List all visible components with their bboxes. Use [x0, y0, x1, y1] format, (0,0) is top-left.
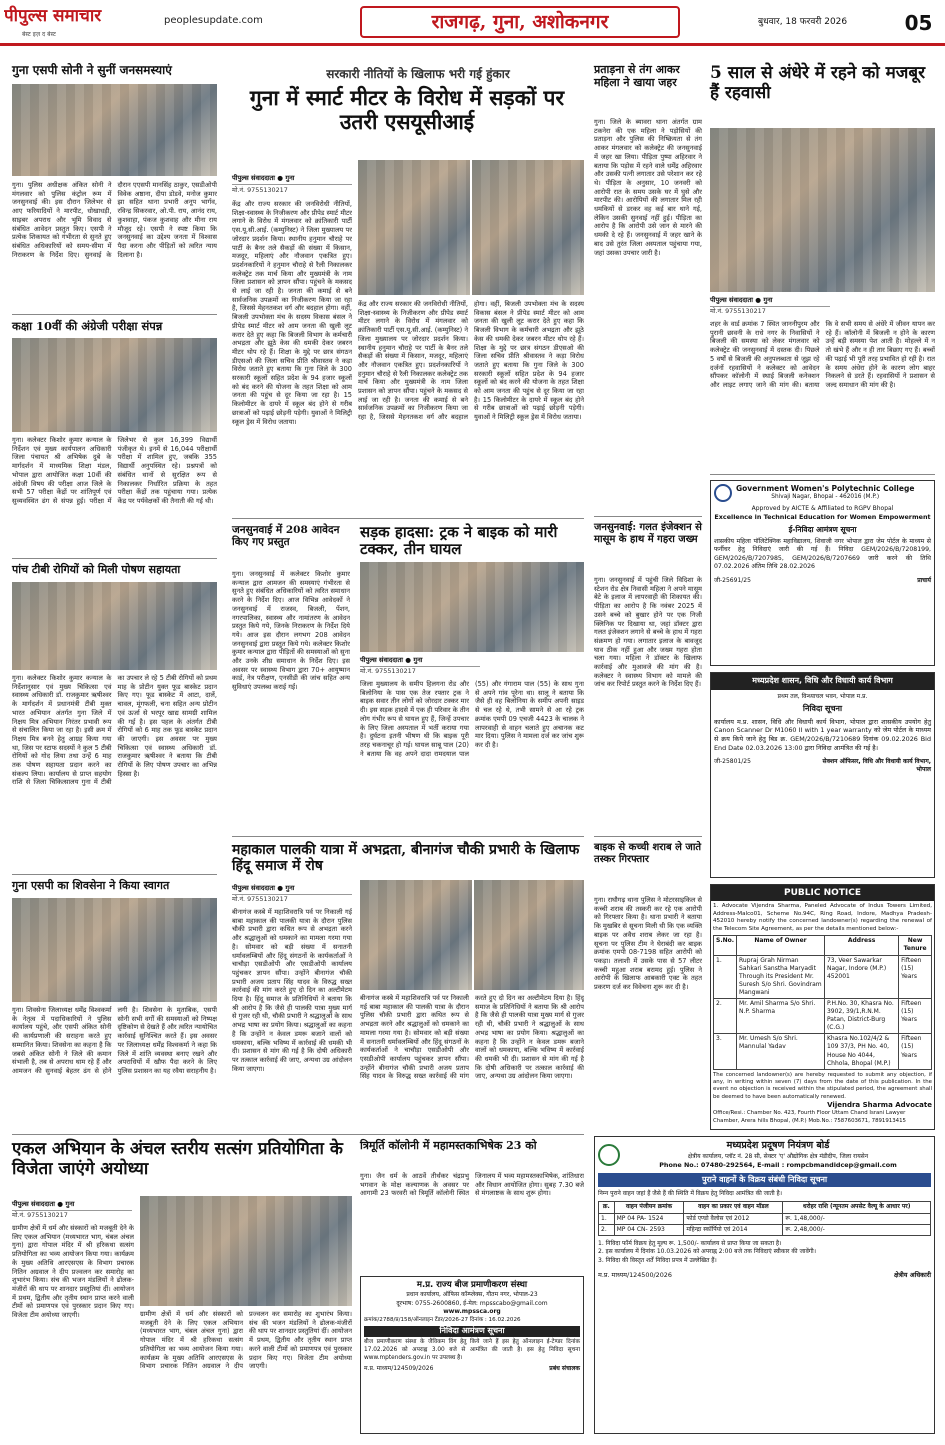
s7-byline: पीपुल्स संवाददाता ● गुना — [360, 656, 480, 667]
pollution-vehicle-table-row — [599, 1224, 931, 1235]
seed-ad-bar: निविदा आमंत्रण सूचना — [364, 1326, 580, 1337]
pollution-vehicle-table-cell: MP 04 PA- 1524 — [614, 1213, 684, 1224]
public-notice-table-cell: P.H.No. 30, Khasra No. 3902, 39/1,R.N.M. Patan, District-Burg (C.G.) — [824, 998, 898, 1033]
s12-photo — [710, 128, 935, 292]
public-notice-office: Office/Resi.: Chamber No. 423, Fourth Floor Uttam Chand Israni Lawyer Chamber, Arera hills Bhopal, (M.P.) Mob.No.: 7587603671, 7891913415 — [713, 1110, 906, 1124]
s7-mobile: मो.नं. 9755130217 — [360, 667, 416, 675]
pollution-vehicle-table — [598, 1201, 931, 1235]
public-notice-table-cell: Mr. Umesh S/o Shri. Mannulal Yadav — [737, 1034, 825, 1069]
public-notice-table-header: New Tenure — [899, 936, 932, 955]
divider — [12, 314, 217, 315]
college-ad-address: Shivaji Nagar, Bhopal - 462016 (M.P.) — [771, 494, 880, 501]
issue-date: बुधवार, 18 फरवरी 2026 — [758, 17, 848, 27]
pollution-vehicle-table-cell: 2. — [599, 1224, 615, 1235]
s5-photo-protest-2 — [472, 160, 584, 295]
college-tender-ad — [710, 480, 935, 666]
seed-ad-sub: प्रधान कार्यालय, ऑफिस कॉम्प्लेक्स, गौतम नगर, भोपाल-23 — [406, 1291, 538, 1299]
college-ad-notice: ई-निविदा आमंत्रण सूचना — [788, 524, 857, 534]
public-notice-table-header: Name of Owner — [737, 936, 825, 955]
divider — [594, 836, 702, 837]
pollution-vehicle-table-cell: MP 04 CN- 2593 — [614, 1224, 684, 1235]
public-notice-table-cell: Fifteen (15) Years — [899, 998, 932, 1033]
s3-photo — [12, 582, 217, 670]
college-ad-body: शासकीय महिला पॉलिटेक्निक महाविद्यालय, शिवाजी नगर भोपाल द्वारा जेम पोर्टल के माध्यम से फर्नीचर हेतु निविदाएं जारी की गई हैं। निविदा GEM/2026/B/7208199, GEM/2026/B/7207985, GEM/2026/B/7207669 जारी करने की तिथि 07.02.2026 अंतिम तिथि 28.02.2026 — [714, 537, 931, 570]
s7-photo — [360, 562, 584, 652]
pollution-vehicle-table-header: वाहन का प्रकार एवं वाहन मॉडल — [684, 1202, 783, 1213]
s8-byline: पीपुल्स संवाददाता ● गुना — [232, 884, 352, 895]
pollution-ad-intro: निम्न पुराने वाहन जहां हैं जैसे हैं की स्थिति में विक्रय हेतु निविदा आमंत्रित की जाती है। — [598, 1190, 783, 1198]
pollution-vehicle-table-header: धरोहर राशि (न्यूनतम अपसेट वैल्यू के आधार पर) — [783, 1202, 931, 1213]
public-notice-table-cell: Fifteen (15) Years — [899, 955, 932, 998]
public-notice-foot: The concerned landowner(s) are hereby requested to submit any objection, if any, in writing within seven (7) days from the date of this publication. In the event no objection is received within the stipulated period, the agreement shall be deemed to have been automatically renewed. — [713, 1071, 932, 1100]
pollution-ad-point: 3. निविदा की विस्तृत शर्तें निविदा प्रपत्र में उल्लेखित हैं। — [598, 1256, 717, 1264]
s9-body: गुना। जिले के ब्यावरा थाना अंतर्गत ग्राम टकनेरा की एक महिला ने पड़ोसियों की प्रताड़ना और पुलिस की निष्क्रियता से तंग आकर मंगलवार को कलेक्ट्रेट की जनसुनवाई में जहर खा लिया। पीड़िता पुष्पा अहिरवार ने बताया कि पड़ोस में रहने वाले धर्मेंद्र अहिरवार और उसकी पत्नी लगातार उसे परेशान कर रहे थे। पीड़िता के अनुसार, 10 जनवरी को आरोपी रात के समय उसके घर में घुसे और मारपीट की। आरोपियों की लगातार मिल रही धमकियों से डरकर वह कई बार थाने गई, लेकिन उसकी सुनवाई नहीं हुई। पीड़िता का आरोप है कि आरोपी उसे जान से मारने की धमकी दे रहे हैं। जनसुनवाई में जहर खाने के बाद उसे तुरंत जिला अस्पताल पहुंचाया गया, जहां उसका उपचार जारी है। — [594, 118, 702, 257]
s5-body: केंद्र और राज्य सरकार की जनविरोधी नीतियों, शिक्षा-स्वास्थ्य के निजीकरण और प्रीपेड स्मार्ट मीटर लगाने के विरोध में मंगलवार को क्रांतिकारी पार्टी एस.यू.सी.आई. (कम्युनिस्ट) ने जिला मुख्यालय पर जोरदार प्रदर्शन किया। स्थानीय हनुमान चौराहे पर पार्टी के बैनर तले सैकड़ों की संख्या में किसान, मजदूर, महिलाएं और नौजवान एकत्रित हुए। प्रदर्शनकारियों ने हनुमान चौराहे से रैली निकालकर कलेक्ट्रेट तक मार्च किया और मुख्यमंत्री के नाम जिला प्रशासन को ज्ञापन सौंपा। पहुंचने के मकसद से लाई जा रही है। जनता की कमाई से बने सार्वजनिक उपक्रमों का निजीकरण किया जा रहा है, जिससे मेहनतकश वर्ग और बदहाल होगा। वहीं, बिजली उपभोक्ता मंच के सदस्य विकास बंसल ने प्रीपेड स्मार्ट मीटर को आम जनता की खुली लूट करार देते हुए कहा कि बिजली विभाग के कर्मचारी अभद्रता और झूठे केस की धमकी देकर जबरन मीटर थोप रहे हैं। शिक्षा के मुद्दे पर छात्र संगठन डीएसओ की जिला सचिव प्रीति श्रीवास्तव ने कड़ा विरोध जताते हुए बताया कि गुना जिले के 300 सरकारी स्कूलों सहित प्रदेश के 94 हजार स्कूलों को बंद करने की योजना के तहत शिक्षा को आम जनता की पहुंच से दूर किया जा रहा है। 15 किलोमीटर के दायरे में स्कूल बंद होने से गरीब छात्राओं को पढ़ाई छोड़नी पड़ेगी। युवाओं ने मिलिट्री स्कूल ड्रेस में विरोध जताया। — [232, 200, 352, 426]
law-dept-tender-ad — [710, 672, 935, 878]
s8-body-cont: बीनागंज कस्बे में महाशिवरात्रि पर्व पर निकाली गई बाबा महाकाल की पालकी यात्रा के दौरान पुलिस चौकी प्रभारी द्वारा कथित रूप से अभद्रता करने और श्रद्धालुओं को धमकाने का मामला गरमा गया है। सोमवार को बड़ी संख्या में सनातनी धर्मावलम्बियों और हिंदू संगठनों के कार्यकर्ताओं ने चाचौड़ा एसडीओपी और एसडीओपी कार्यालय पहुंचकर ज्ञापन सौंपा। उन्होंने बीनागंज चौकी प्रभारी अजय प्रताप सिंह यादव के विरुद्ध सख्त कार्रवाई की मांग करते हुए दो दिन का अल्टीमेटम दिया है। हिंदू समाज के प्रतिनिधियों ने बताया कि श्री आरोप है कि जैसे ही पालकी यात्रा मुख्य मार्ग से गुजर रही थी, चौकी प्रभारी ने श्रद्धालुओं के साथ अभद्र भाषा का प्रयोग किया। श्रद्धालुओं का कहना है कि उन्होंने न केवल डमरू बजाने वालों को धमकाया, बल्कि भविष्य में कार्रवाई की धमकी भी दी। प्रशासन से मांग की गई है कि दोषी अधिकारी पर तत्काल कार्रवाई की जाए, अन्यथा उग्र आंदोलन किया जाएगा। — [360, 994, 584, 1081]
college-logo-icon — [714, 484, 732, 502]
s2-photo — [12, 338, 217, 432]
s13-body-cont: ग्रामीण क्षेत्रों में धर्म और संस्कारों को मजबूती देने के लिए एकल अभियान (मध्यभारत भाग, चंबल अंचल गुना) द्वारा गोपाल मंदिर में श्री हरिकथा सत्संग प्रतियोगिता का भव्य आयोजन किया गया। कार्यक्रम के मुख्य अतिथि आरएसएस के विभाग प्रचारक नितिन अग्रवाल ने दीप प्रज्वलन कर समारोह का शुभारंभ किया। संच की भजन मंडलियों ने ढोलक-मंजीरों की थाप पर शानदार प्रस्तुतियां दीं। आयोजन में प्रथम, द्वितीय और तृतीय स्थान प्राप्त करने वाली टीमों को प्रमाणपत्र एवं पुरस्कार प्रदान किए गए। विजेता टीम अयोध्या जाएगी। — [140, 1310, 352, 1371]
s5-body-cont: केंद्र और राज्य सरकार की जनविरोधी नीतियों, शिक्षा-स्वास्थ्य के निजीकरण और प्रीपेड स्मार्ट मीटर लगाने के विरोध में मंगलवार को क्रांतिकारी पार्टी एस.यू.सी.आई. (कम्युनिस्ट) ने जिला मुख्यालय पर जोरदार प्रदर्शन किया। स्थानीय हनुमान चौराहे पर पार्टी के बैनर तले सैकड़ों की संख्या में किसान, मजदूर, महिलाएं और नौजवान एकत्रित हुए। प्रदर्शनकारियों ने हनुमान चौराहे से रैली निकालकर कलेक्ट्रेट तक मार्च किया और मुख्यमंत्री के नाम जिला प्रशासन को ज्ञापन सौंपा। पहुंचने के मकसद से लाई जा रही है। जनता की कमाई से बने सार्वजनिक उपक्रमों का निजीकरण किया जा रहा है, जिससे मेहनतकश वर्ग और बदहाल होगा। वहीं, बिजली उपभोक्ता मंच के सदस्य विकास बंसल ने प्रीपेड स्मार्ट मीटर को आम जनता की खुली लूट करार देते हुए कहा कि बिजली विभाग के कर्मचारी अभद्रता और झूठे केस की धमकी देकर जबरन मीटर थोप रहे हैं। शिक्षा के मुद्दे पर छात्र संगठन डीएसओ की जिला सचिव प्रीति श्रीवास्तव ने कड़ा विरोध जताते हुए बताया कि गुना जिले के 300 सरकारी स्कूलों सहित प्रदेश के 94 हजार स्कूलों को बंद करने की योजना के तहत शिक्षा को आम जनता की पहुंच से दूर किया जा रहा है। 15 किलोमीटर के दायरे में स्कूल बंद होने से गरीब छात्राओं को पढ़ाई छोड़नी पड़ेगी। युवाओं ने मिलिट्री स्कूल ड्रेस में विरोध जताया। — [358, 300, 584, 422]
divider — [12, 874, 217, 875]
law-ad-dept: मध्यप्रदेश शासन, विधि और विधायी कार्य विभाग — [711, 673, 934, 690]
divider — [232, 836, 584, 837]
pollution-vehicle-table-header: क्र. — [599, 1202, 615, 1213]
public-notice-table-row — [714, 1034, 932, 1069]
s13-headline: एकल अभियान के अंचल स्तरीय सत्संग प्रतियोगिता के विजेता जाएंगे अयोध्या — [12, 1139, 343, 1179]
seed-ad-sign: प्रबंध संचालक — [549, 1364, 580, 1372]
public-notice-title: PUBLIC NOTICE — [711, 885, 934, 901]
s7-body: जिला मुख्यालय के समीप हिलगना रोड और बिलोनिया के पास एक तेज रफ्तार ट्रक ने बाइक सवार तीन लोगों को जोरदार टक्कर मार दी। इस सड़क हादसे में एक ही परिवार के तीन लोग गंभीर रूप से घायल हुए हैं, जिन्हें उपचार के लिए जिला अस्पताल में भर्ती कराया गया है। दुर्घटना इतनी भीषण थी कि बाइक पूरी तरह चकनाचूर हो गई। घायल साबू पाल (20) ने बताया कि वह अपने दादा रामदयाल पाल (55) और गंगाराम पाल (55) के साथ गुना से अपने गांव पूरेना था। सालू ने बताया कि जैसे ही वह बिलोनिया के समीप अपनी साइड से चल रहे थे, तभी सामने से आ रहे ट्रक क्रमांक एमपी 09 एचजी 4423 के चालक ने लापरवाही से वाहन चलाते हुए अचानक कट मार दिया। पुलिस ने मामला दर्ज कर जांच शुरू कर दी है। — [360, 680, 584, 758]
college-ad-tagline: Excellence in Technical Education for Women Empowerment — [714, 513, 931, 522]
public-notice-table-row — [714, 955, 932, 998]
pollution-vehicle-table-cell: 1. — [599, 1213, 615, 1224]
law-ad-body: कार्यालय म.प्र. शासन, विधि और विधायी कार्य विभाग, भोपाल द्वारा शासकीय उपयोग हेतु Canon Scanner Dr M1060 II with 1 year warranty को जेम पोर्टल के माध्यम से क्रय किये जाने हेतु बिड क्र. GEM/2026/B/7210689 दिनांक 09.02.2026 Bid End Date 02.03.2026 13:00 द्वारा निविदा आमंत्रित की गई है। — [714, 717, 931, 752]
pollution-ad-contact: Phone No.: 07480-292564, E-mail : rompcbmandidcep@gmail.com — [659, 1160, 897, 1169]
pollution-ad-ref: म.प्र. माध्यम/124500/2026 — [598, 1270, 672, 1279]
pollution-ad-sign: क्षेत्रीय अधिकारी — [894, 1270, 931, 1279]
pollution-ad-bar: पुराने वाहनों के विक्रय संबंधी निविदा सूचना — [598, 1173, 931, 1188]
masthead-tagline: बेस्ट इज़ द बेस्ट — [22, 31, 56, 38]
masthead-logo: पीपुल्स समाचार — [4, 6, 102, 26]
site-link[interactable]: peoplesupdate.com — [164, 15, 263, 26]
s8-photo-1 — [360, 880, 472, 990]
seed-ad-contact: दूरभाष: 0755-2600860, ई-मेल: mpsscabo@gmail.com — [396, 1299, 548, 1307]
s6-body: गुना। जनसुनवाई में कलेक्टर किशोर कुमार कन्याल द्वारा आमजन की समस्याएं गंभीरता से सुनते हुए संबंधित अधिकारियों को त्वरित समाधान करने के निर्देश दिए। आज विभिन्न आवेदकों ने जनसुनवाई में राजस्व, बिजली, पेंशन, नगरपालिका, स्वास्थ्य और नामांतरण के आवेदन प्रस्तुत किये गये, जिनके निराकरण के निर्देश दिये गये। आज इस दौरान लगभग 208 आवेदन जनसुनवाई द्वारा प्रस्तुत किये गये। कलेक्टर किशोर कुमार कन्याल द्वारा पीड़ितों की समस्याओं को सुना और उनके शीघ्र समाधान के निर्देश दिए। इस अवसर पर स्वास्थ्य विभाग द्वारा 70+ आयुष्मान कार्ड, नेत्र परीक्षण, एनसीडी की जांच सहित अन्य सुविधाएं उपलब्ध कराई गईं। — [232, 570, 350, 692]
public-notice-table-cell: Rupraj Grah Nirman Sahkari Sanstha Maryadit Through its President Mr. Suresh S/o Shri. Govindram Mangwani — [737, 955, 825, 998]
public-notice-table-cell: 73, Veer Sawarkar Nagar, Indore (M.P.) 452001 — [824, 955, 898, 998]
pollution-vehicle-table-row — [599, 1213, 931, 1224]
divider — [710, 474, 935, 475]
s13-byline: पीपुल्स संवाददाता ● गुना — [12, 1200, 132, 1211]
page-header — [0, 0, 945, 46]
s1-photo — [12, 84, 217, 176]
s11-headline: बाइक से कच्ची शराब ले जाते तस्कर गिरफ्तार — [594, 842, 702, 865]
s5-headline: गुना में स्मार्ट मीटर के विरोध में सड़कों पर उतरी एसयूसीआई — [249, 85, 565, 135]
seed-ad-title: म.प्र. राज्य बीज प्रमाणीकरण संस्था — [416, 1280, 528, 1290]
s6-headline: जनसुनवाई में 208 आवेदन किए गए प्रस्तुत — [232, 524, 340, 549]
s5-byline: पीपुल्स संवाददाता ● गुना — [232, 174, 352, 185]
s13-photo — [140, 1196, 352, 1306]
seed-ad-body: बीज प्रमाणीकरण संस्था के जैविकम विंग हेतु किये जाने हैं इस हेतु ऑनलाइन ई-टेण्डर दिनांक 17.02.2026 को अपराह्न 3.00 बजे से आमंत्रित की जाती है। इस हेतु निविदा सूचना www.mptenders.gov.in पर उपलब्ध है। — [364, 1339, 580, 1361]
s9-headline: प्रताड़ना से तंग आकर महिला ने खाया जहर — [594, 63, 680, 89]
public-notice-table-cell: 2. — [714, 998, 737, 1033]
public-notice-table-cell: Mr. Amil Sharma S/o Shri. N.P. Sharma — [737, 998, 825, 1033]
pollution-ad-points — [598, 1240, 931, 1265]
s12-mobile: मो.नं. 9755130217 — [710, 307, 766, 315]
s2-headline: कक्षा 10वीं की अंग्रेजी परीक्षा संपन्न — [12, 319, 163, 333]
public-notice-table-cell: 1. — [714, 955, 737, 998]
pollution-ad-point: 1. निविदा फॉर्म विक्रय हेतु मूल्य रू. 1,500/- कार्यालय से प्राप्त किया जा सकता है। — [598, 1239, 782, 1247]
pollution-vehicle-table-cell: रू. 1,48,000/- — [783, 1213, 931, 1224]
pollution-vehicle-table-cell: फोर्ड एण्डो वैलोस एवं 2012 — [684, 1213, 783, 1224]
s8-photo-2 — [474, 880, 584, 990]
s4-photo — [12, 898, 217, 1002]
public-notice-table-cell: Khasra No.102/4/2 & 109 37/3, PH No. 40, House No 4044, Chhola, Bhopal (M.P.) — [824, 1034, 898, 1069]
s13-mobile: मो.नं. 9755130217 — [12, 1211, 68, 1219]
public-notice-table-cell: 3. — [714, 1034, 737, 1069]
s3-headline: पांच टीबी रोगियों को मिली पोषण सहायता — [12, 563, 181, 576]
s10-headline: जनसुनवाई: गलत इंजेक्शन से मासूम के हाथ में गहरा जख्म — [594, 522, 702, 545]
s5-kicker: सरकारी नीतियों के खिलाफ भरी गई हुंकार — [326, 67, 510, 81]
s3-body: गुना। कलेक्टर किशोर कुमार कन्याल के निर्देशानुसार एवं मुख्य चिकित्सा एवं स्वास्थ्य अधिकारी डॉ. राजकुमार ऋषीश्वर के मार्गदर्शन में प्रधानमंत्री टीबी मुक्त भारत अभियान अंतर्गत गुना जिले में निक्षय मित्र अभियान निरंतर प्रभावी रूप से संचालित किया जा रहा है। इसी क्रम में निक्षय मित्र बनने हेतु आग्रह किया गया था, जिस पर स्टाफ सदस्यों ने कुल 5 टीबी रोगियों को गोद लिया तथा उन्हें 6 माह तक पोषण सहायता प्रदान करने का संकल्प लिया। कार्यालय से प्राप्त सहयोग राशि से जिला चिकित्सालय गुना में टीबी का उपचार ले रहे 5 टीबी रोगियों को प्रथम माह के प्रोटीन युक्त फूड बास्केट प्रदान किए गए। फूड बास्केट में आटा, दालें, चावल, मूंगफली, चना सहित अन्य प्रोटीन एवं ऊर्जा से भरपूर खाद्य सामग्री शामिल की गई है। इस पहल के अंतर्गत टीबी रोगियों को 6 माह तक फूड बास्केट प्रदान की जाएगी। इस अवसर पर मुख्य चिकित्सा एवं स्वास्थ्य अधिकारी डॉ. राजकुमार ऋषीश्वर ने बताया कि टीबी रोगियों के लिए पोषण उपचार का अभिन्न हिस्सा है। — [12, 674, 217, 787]
college-ad-approval: Approved by AICTE & Affiliated to RGPV Bhopal — [751, 505, 894, 512]
public-notice-table — [713, 935, 932, 1069]
s8-headline: महाकाल पालकी यात्रा में अभद्रता, बीनागंज चौकी प्रभारी के खिलाफ हिंदू समाज में रोष — [232, 842, 580, 875]
s8-mobile: मो.नं. 9755130217 — [232, 895, 288, 903]
pollution-ad-title: मध्यप्रदेश प्रदूषण नियंत्रण बोर्ड — [726, 1140, 830, 1151]
pollution-board-logo-icon — [598, 1144, 620, 1166]
s12-byline: पीपुल्स संवाददाता ● गुना — [710, 296, 830, 307]
s14-headline: त्रिमूर्ति कॉलोनी में महामस्तकाभिषेक 23 को — [360, 1139, 537, 1152]
s4-headline: गुना एसपी का शिवसेना ने किया स्वागत — [12, 879, 170, 892]
seed-tender-ad — [360, 1276, 584, 1434]
s7-headline: सड़क हादसा: ट्रक ने बाइक को मारी टक्कर, तीन घायल — [360, 523, 558, 559]
s2-body: गुना। कलेक्टर किशोर कुमार कन्याल के निर्देशन एवं मुख्य कार्यपालन अधिकारी जिला पंचायत श्री अभिषेक दुबे के मार्गदर्शन में माध्यमिक शिक्षा मंडल, भोपाल द्वारा आयोजित कक्षा 10वीं की अंग्रेजी विषय की परीक्षा आज जिले के सभी 57 परीक्षा केंद्रों पर शांतिपूर्ण एवं सुव्यवस्थित ढंग से संपन्न हुई। परीक्षा में जिलेभर से कुल 16,399 विद्यार्थी पंजीकृत थे। इनमें से 16,044 परीक्षार्थी परीक्षा में शामिल हुए, जबकि 355 विद्यार्थी अनुपस्थित रहे। प्रश्नपत्रों को संबंधित थानों से सुरक्षित रूप से निकालकर निर्धारित प्रक्रिया के तहत परीक्षा केंद्रों तक पहुंचाया गया। प्रत्येक केंद्र पर पर्यवेक्षकों की तैनाती की गई थी। — [12, 436, 217, 505]
seed-ad-site[interactable]: www.mpssca.org — [443, 1307, 501, 1315]
public-notice-body: 1. Advocate Vijendra Sharma, Paneled Advocate of Indus Towers Limited, Address-Malco01, Scheme No.94C, Ring Road, Indore, Madhya Pradesh-452010 hereby notify the concerned landowner(s) regarding the renewal of the Telecom Site Agreement, as per the details mentioned below:- — [713, 903, 932, 932]
divider — [232, 518, 584, 519]
seed-ad-ref: म.प्र. माध्यम/124509/2026 — [364, 1364, 434, 1372]
s1-body: गुना। पुलिस अधीक्षक अंकित सोनी ने मंगलवार को पुलिस कंट्रोल रूम में जनसुनवाई की। इस दौरान जिलेभर से आए फरियादियों ने मारपीट, धोखाधड़ी, साइबर अपराध और भूमि विवाद से संबंधित आवेदन प्रस्तुत किए। एसपी ने प्रत्येक शिकायत को गंभीरता से सुनते हुए संबंधित अधिकारियों को समय-सीमा में निराकरण के निर्देश दिए। सुनवाई के दौरान एएसपी मानसिंह ठाकुर, एसडीओपी विवेक अष्ठाना, दीपा डोडवे, मनोज कुमार झा सहित थाना प्रभारी अनूप भार्गव, रविन्द्र सिकरवार, ओ.पी. राय, आनंद राय, कुशवाहा, पंकज कुशवाह और मीना राय मौजूद रहे। एसपी ने स्पष्ट किया कि जनसुनवाई का उद्देश्य जनता में विश्वास पैदा करना और पीड़ितों को त्वरित न्याय दिलाना है। — [12, 181, 217, 259]
law-ad-notice: निविदा सूचना — [802, 703, 843, 713]
law-ad-sub: प्रथम तल, विन्ध्याचल भवन, भोपाल म.प्र. — [777, 692, 868, 700]
divider — [12, 558, 217, 559]
pollution-vehicle-table-cell: महिन्द्रा स्कॉर्पियो एवं 2014 — [684, 1224, 783, 1235]
s5-photo-protest-1 — [358, 160, 470, 295]
pollution-board-ad — [594, 1136, 935, 1434]
public-notice-ad — [710, 884, 935, 1130]
s4-body: गुना। शिवसेना जिलाध्यक्ष धर्मेंद्र विश्वकर्मा के नेतृत्व में पदाधिकारियों ने पुलिस कार्यालय पहुंचे, और एसपी अंकित सोनी की कार्यप्रणाली की सराहना करते हुए सम्मानित किया। शिवसेना का कहना है कि जबसे अंकित सोनी ने जिले की कमान संभाली है, तब से अपराध थाम रहे हैं और आमजन की सुनवाई बेहतर ढंग से होने लगी है। शिवसेना के मुताबिक, एसपी सोनी सभी वर्गों की समस्याओं को निष्पक्ष दृष्टिकोण से देखते हैं और त्वरित न्यायोचित कार्रवाई सुनिश्चित करते हैं। इस अवसर पर जिलाध्यक्ष धर्मेंद्र विश्वकर्मा ने कहा कि जिले में शांति व्यवस्था बनाए रखने और अपराधियों में खौफ पैदा करने के लिए पुलिस प्रशासन का यह रवैया सराहनीय है। — [12, 1006, 217, 1075]
s5-mobile: मो.नं. 9755130217 — [232, 186, 288, 194]
s10-body: गुना। जनसुनवाई में पहुंची जिले विदिशा के स्टेशन रोड क्षेत्र निवासी महिला ने अपने मासूम बेटे के इलाज में लापरवाही की शिकायत की। पीड़िता का आरोप है कि नवंबर 2025 में उसने बच्चे को बुखार होने पर एक निजी क्लिनिक पर दिखाया था, जहां डॉक्टर द्वारा गलत इंजेक्शन लगाने से बच्चे के हाथ में गहरा संक्रमण हो गया। लगातार इलाज के बावजूद घाव ठीक नहीं हुआ और जख्म गहरा होता चला गया। महिला ने डॉक्टर के खिलाफ कार्रवाई और मुआवजे की मांग की है। कलेक्टर ने स्वास्थ्य विभाग को मामले की जांच कर रिपोर्ट प्रस्तुत करने के निर्देश दिए हैं। — [594, 576, 702, 689]
s14-body: गुना। जैन धर्म के आठवें तीर्थंकर चंद्रप्रभु भगवान के मोक्ष कल्याणक के अवसर पर आगामी 23 फरवरी को त्रिमूर्ति कॉलोनी स्थित जिनालय में भव्य महामस्तकाभिषेक, शांतिधारा और विधान आयोजित होगा। सुबह 7.30 बजे से मंगलाष्टक के साथ शुरू होगा। — [360, 1172, 584, 1198]
public-notice-table-header: Address — [824, 936, 898, 955]
s1-headline: गुना एसपी सोनी ने सुनीं जनसमस्याएं — [12, 63, 172, 77]
page-number: 05 — [904, 11, 933, 35]
law-ad-ref: जी-25801/25 — [714, 758, 751, 766]
s12-body: शहर के वार्ड क्रमांक 7 स्थित जाननीपुरम और पुरानी छावनी के राधे नगर के निवासियों ने बिजली की समस्या को लेकर मंगलवार को कलेक्ट्रेट की जनसुनवाई में दस्तक दी। पिछले 5 वर्षों से बिजली की अनुपलब्धता से जूझ रहे दर्जनों रहवासियों ने कलेक्टर को आवेदन सौंपकर कॉलोनी में स्थाई बिजली कनेक्शन और लाइट लगाए जाने की मांग की। बताया कि वे सभी समय से अंधेरे में जीवन यापन कर रहे हैं। कॉलोनी में बिजली न होने के कारण उन्हें बड़ी समस्या पेश आती है। मोहल्ले में न तो खंभे हैं और न ही तार बिछाए गए हैं। बच्चों की पढ़ाई भी पूरी तरह प्रभावित हो रही है। रात के समय अंधेरा होने के कारण लोग बाहर निकलने से डरते हैं। रहवासियों ने प्रशासन से जल्द समाधान की मांग की है। — [710, 320, 935, 389]
seed-ad-number: क्रमांक/2788/प्र/158/ऑनलाइन टेंडर/2026-27 दिनांक : 16.02.2026 — [364, 1316, 521, 1323]
s11-body: गुना। राघौगढ़ थाना पुलिस ने मोटरसाइकिल से कच्ची शराब की तस्करी कर रहे एक आरोपी को गिरफ्तार किया है। थाना प्रभारी ने बताया कि मुखबिर से सूचना मिली थी कि एक व्यक्ति बाइक पर अवैध शराब लेकर जा रहा है। सूचना पर पुलिस टीम ने घेराबंदी कर बाइक क्रमांक एमपी 08-7198 सहित आरोपी को पकड़ा। तलाशी में उसके पास से 57 लीटर कच्ची महुआ शराब बरामद हुई। पुलिस ने आरोपी के खिलाफ आबकारी एक्ट के तहत प्रकरण दर्ज कर विवेचना शुरू कर दी है। — [594, 896, 702, 992]
public-notice-table-cell: Fifteen (15) Years — [899, 1034, 932, 1069]
pollution-vehicle-table-header: वाहन पंजीयन क्रमांक — [614, 1202, 684, 1213]
section-title: राजगढ़, गुना, अशोकनगर — [360, 6, 680, 38]
college-ad-name: Government Women's Polytechnic College — [736, 484, 915, 494]
college-ad-sign: प्राचार्य — [917, 577, 931, 585]
pollution-vehicle-table-cell: रू. 2,48,000/- — [783, 1224, 931, 1235]
law-ad-sign: सेक्शन ऑफिसर, विधि और विधायी कार्य विभाग, भोपाल — [822, 758, 931, 774]
s12-headline: 5 साल से अंधेरे में रहने को मजबूर हैं रहवासी — [710, 63, 926, 103]
college-ad-ref: जी-25691/25 — [714, 577, 751, 585]
public-notice-table-row — [714, 998, 932, 1033]
s8-body: बीनागंज कस्बे में महाशिवरात्रि पर्व पर निकाली गई बाबा महाकाल की पालकी यात्रा के दौरान पुलिस चौकी प्रभारी द्वारा कथित रूप से अभद्रता करने और श्रद्धालुओं को धमकाने का मामला गरमा गया है। सोमवार को बड़ी संख्या में सनातनी धर्मावलम्बियों और हिंदू संगठनों के कार्यकर्ताओं ने चाचौड़ा एसडीओपी और एसडीओपी कार्यालय पहुंचकर ज्ञापन सौंपा। उन्होंने बीनागंज चौकी प्रभारी अजय प्रताप सिंह यादव के विरुद्ध सख्त कार्रवाई की मांग करते हुए दो दिन का अल्टीमेटम दिया है। हिंदू समाज के प्रतिनिधियों ने बताया कि श्री आरोप है कि जैसे ही पालकी यात्रा मुख्य मार्ग से गुजर रही थी, चौकी प्रभारी ने श्रद्धालुओं के साथ अभद्र भाषा का प्रयोग किया। श्रद्धालुओं का कहना है कि उन्होंने न केवल डमरू बजाने वालों को धमकाया, बल्कि भविष्य में कार्रवाई की धमकी भी दी। प्रशासन से मांग की गई है कि दोषी अधिकारी पर तत्काल कार्रवाई की जाए, अन्यथा उग्र आंदोलन किया जाएगा। — [232, 908, 352, 1073]
public-notice-table-header: S.No. — [714, 936, 737, 955]
divider — [594, 516, 702, 517]
pollution-ad-sub: क्षेत्रीय कार्यालय, प्लॉट नं. 28 सी, सेक्टर 'ए' औद्योगिक क्षेत्र मंडीदीप, जिला रायसेन — [687, 1152, 869, 1160]
public-notice-sign: Vijendra Sharma Advocate — [827, 1100, 932, 1109]
divider — [12, 1134, 584, 1135]
s13-body: ग्रामीण क्षेत्रों में धर्म और संस्कारों को मजबूती देने के लिए एकल अभियान (मध्यभारत भाग, चंबल अंचल गुना) द्वारा गोपाल मंदिर में श्री हरिकथा सत्संग प्रतियोगिता का भव्य आयोजन किया गया। कार्यक्रम के मुख्य अतिथि आरएसएस के विभाग प्रचारक नितिन अग्रवाल ने दीप प्रज्वलन कर समारोह का शुभारंभ किया। संच की भजन मंडलियों ने ढोलक-मंजीरों की थाप पर शानदार प्रस्तुतियां दीं। आयोजन में प्रथम, द्वितीय और तृतीय स्थान प्राप्त करने वाली टीमों को प्रमाणपत्र एवं पुरस्कार प्रदान किए गए। विजेता टीम अयोध्या जाएगी। — [12, 1224, 134, 1320]
pollution-ad-point: 2. इस कार्यालय में दिनांक 10.03.2026 को अपराह्न 2:00 बजे तक निविदाएं स्वीकार की जावेंगी। — [598, 1248, 817, 1256]
